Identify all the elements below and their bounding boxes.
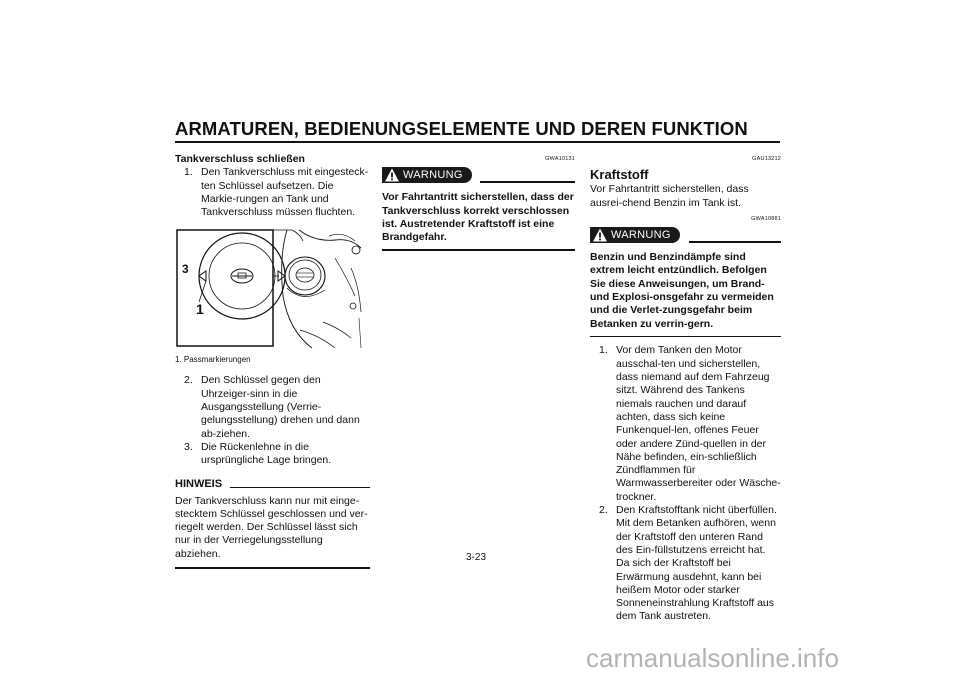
list-text: Den Kraftstofftank nicht überfüllen. Mit dem Betanken aufhören, wenn der Kraftstoff den unteren Rand des Ein-füllstutzens erreicht hat. Da sich der Kraftstoff bei Erwärmung ausdehnt, kann bei heißem Motor oder starker Sonneneinstrahlung Kraftstoff aus dem Tank austreten. (616, 504, 777, 623)
chapter-tab: 3 (182, 262, 189, 276)
figure-callout-1: 1 (196, 301, 204, 318)
warning-rule (689, 241, 781, 243)
warning-header (382, 167, 575, 183)
column-middle (382, 153, 575, 251)
list-item (590, 344, 781, 504)
fuel-cap-drawing (175, 226, 370, 349)
list-item (590, 504, 781, 624)
list-number: 2. (599, 504, 608, 517)
fuel-cap-illustration (175, 226, 370, 349)
reference-code: GWA10881 (751, 215, 781, 222)
list-text: Die Rückenlehne in die ursprüngliche Lage bringen. (201, 440, 332, 467)
warning-label: WARNUNG (403, 168, 463, 181)
figure-caption: 1. Passmarkierungen (175, 355, 251, 365)
warning-end-rule (590, 336, 781, 338)
note-label: HINWEIS (175, 477, 223, 490)
warning-badge (590, 227, 680, 243)
list-text: Vor dem Tanken den Motor ausschal-ten und sicherstellen, dass niemand auf dem Fahrzeug sitzt. Während des Tankens niemals rauchen und darauf achten, dass sich keine Funkenquel-len, offenes Feuer oder andere Zünd-quellen in der Nähe befinden, ein-schließlich Zündflammen für Warmwasserbereiter oder Wäsche-trockner. (616, 344, 781, 503)
list-item (175, 441, 370, 468)
warning-label: WARNUNG (611, 228, 671, 241)
warning-triangle-icon (592, 227, 608, 243)
column-left (175, 153, 370, 569)
warning-triangle-icon (384, 167, 400, 183)
list-number: 1. (599, 344, 608, 357)
note-header (175, 478, 370, 492)
warning-end-rule (382, 249, 575, 251)
list-number: 2. (184, 374, 193, 387)
warning-header (590, 227, 781, 243)
header-rule (175, 141, 780, 143)
list-number: 1. (184, 166, 193, 179)
section-heading-kraftstoff: Kraftstoff (590, 167, 649, 183)
warning-text: Benzin und Benzindämpfe sind extrem leicht entzündlich. Befolgen Sie diese Anweisungen, um Brand- und Explosi-onsgefahr zu vermeiden und die Verlet-zungsgefahr beim Betanken zu verrin-gern. (590, 251, 774, 330)
page-title: ARMATUREN, BEDIENUNGSELEMENTE UND DEREN FUNKTION (175, 118, 748, 139)
watermark: carmanualsonline.info (586, 643, 839, 673)
column-right (590, 153, 781, 624)
warning-badge (382, 167, 472, 183)
section-heading: Tankverschluss schließen (175, 153, 305, 165)
note-end-rule (175, 567, 370, 569)
steps-list-2 (175, 374, 370, 467)
warning-text: Vor Fahrtantritt sicherstellen, dass der Tankverschluss korrekt verschlossen ist. Austretender Kraftstoff ist eine Brandgefahr. (382, 191, 574, 244)
list-number: 3. (184, 440, 193, 453)
steps-list-1 (175, 166, 370, 219)
reference-code: GWA10131 (545, 156, 575, 162)
note-text: Der Tankverschluss kann nur mit einge-stecktem Schlüssel geschlossen und ver-riegelt werden. Der Schlüssel lässt sich nur in der Verriegelungsstellung abziehen. (175, 494, 368, 560)
note-rule (230, 487, 370, 489)
list-item (175, 166, 370, 219)
intro-text: Vor Fahrtantritt sicherstellen, dass ausrei-chend Benzin im Tank ist. (590, 183, 749, 209)
page-number: 3-23 (466, 552, 487, 563)
list-text: Den Schlüssel gegen den Uhrzeiger-sinn in die Ausgangsstellung (Verrie-gelungsstellung) drehen und dann ab-ziehen. (201, 374, 360, 440)
list-item (175, 374, 370, 440)
reference-code: GAU13212 (752, 156, 781, 162)
steps-list-kraftstoff (590, 344, 781, 623)
warning-rule (480, 181, 575, 183)
list-text: Den Tankverschluss mit eingesteck-ten Schlüssel aufsetzen. Die Markie-rungen an Tank und Tankverschluss müssen fluchten. (201, 166, 369, 219)
